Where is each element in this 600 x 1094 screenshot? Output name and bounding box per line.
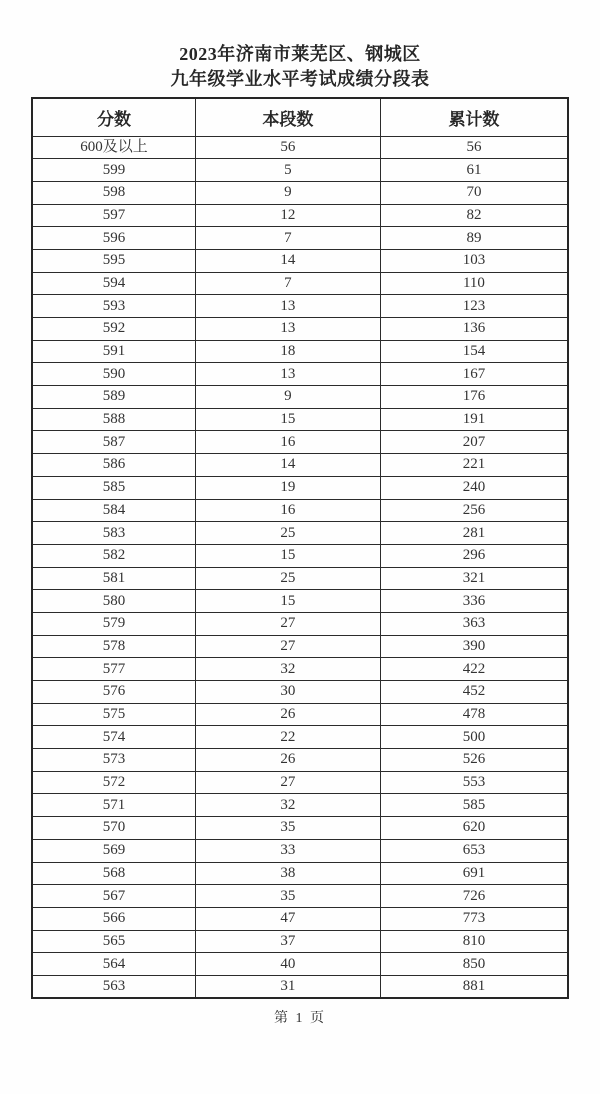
cumulative-count-cell: 123 (380, 295, 568, 318)
score-cell: 597 (32, 204, 195, 227)
header-segment-count: 本段数 (195, 98, 380, 136)
table-row (32, 318, 568, 341)
cumulative-count-cell: 691 (380, 862, 568, 885)
cumulative-count-cell: 452 (380, 681, 568, 704)
score-cell: 567 (32, 885, 195, 908)
cumulative-count-cell: 553 (380, 771, 568, 794)
segment-count-cell: 35 (195, 885, 380, 908)
cumulative-count-cell: 56 (380, 136, 568, 159)
cumulative-count-cell: 585 (380, 794, 568, 817)
cumulative-count-cell: 726 (380, 885, 568, 908)
cumulative-count-cell: 881 (380, 975, 568, 998)
score-cell: 569 (32, 839, 195, 862)
segment-count-cell: 15 (195, 544, 380, 567)
segment-count-cell: 25 (195, 522, 380, 545)
table-row (32, 862, 568, 885)
cumulative-count-cell: 296 (380, 544, 568, 567)
score-cell: 571 (32, 794, 195, 817)
table-row (32, 544, 568, 567)
score-cell: 579 (32, 612, 195, 635)
header-cumulative-count: 累计数 (380, 98, 568, 136)
score-cell: 589 (32, 386, 195, 409)
segment-count-cell: 15 (195, 408, 380, 431)
table-row (32, 839, 568, 862)
segment-count-cell: 40 (195, 953, 380, 976)
cumulative-count-cell: 61 (380, 159, 568, 182)
segment-count-cell: 56 (195, 136, 380, 159)
score-cell: 596 (32, 227, 195, 250)
title-line-1: 2023年济南市莱芜区、钢城区 (179, 44, 421, 64)
table-row (32, 204, 568, 227)
score-cell: 570 (32, 817, 195, 840)
cumulative-count-cell: 240 (380, 476, 568, 499)
score-cell: 576 (32, 681, 195, 704)
score-cell: 591 (32, 340, 195, 363)
table-row (32, 454, 568, 477)
table-row (32, 817, 568, 840)
table-row (32, 703, 568, 726)
table-row (32, 635, 568, 658)
table-row (32, 227, 568, 250)
segment-count-cell: 33 (195, 839, 380, 862)
segment-count-cell: 16 (195, 431, 380, 454)
table-row (32, 272, 568, 295)
page-number: 第 1 页 (274, 1011, 326, 1027)
segment-count-cell: 7 (195, 227, 380, 250)
cumulative-count-cell: 500 (380, 726, 568, 749)
segment-count-cell: 25 (195, 567, 380, 590)
cumulative-count-cell: 526 (380, 749, 568, 772)
segment-count-cell: 14 (195, 454, 380, 477)
table-row (32, 590, 568, 613)
segment-count-cell: 30 (195, 681, 380, 704)
score-cell: 594 (32, 272, 195, 295)
title-line-2: 九年级学业水平考试成绩分段表 (170, 69, 430, 89)
segment-count-cell: 22 (195, 726, 380, 749)
cumulative-count-cell: 478 (380, 703, 568, 726)
score-cell: 583 (32, 522, 195, 545)
cumulative-count-cell: 390 (380, 635, 568, 658)
score-table-body (32, 136, 568, 998)
cumulative-count-cell: 70 (380, 181, 568, 204)
score-cell: 592 (32, 318, 195, 341)
cumulative-count-cell: 89 (380, 227, 568, 250)
cumulative-count-cell: 256 (380, 499, 568, 522)
cumulative-count-cell: 191 (380, 408, 568, 431)
cumulative-count-cell: 176 (380, 386, 568, 409)
score-cell: 573 (32, 749, 195, 772)
table-row (32, 975, 568, 998)
score-cell: 588 (32, 408, 195, 431)
segment-count-cell: 9 (195, 181, 380, 204)
table-row (32, 885, 568, 908)
segment-count-cell: 35 (195, 817, 380, 840)
table-row (32, 681, 568, 704)
segment-count-cell: 16 (195, 499, 380, 522)
segment-count-cell: 13 (195, 363, 380, 386)
segment-count-cell: 14 (195, 249, 380, 272)
table-row (32, 181, 568, 204)
cumulative-count-cell: 136 (380, 318, 568, 341)
cumulative-count-cell: 82 (380, 204, 568, 227)
segment-count-cell: 18 (195, 340, 380, 363)
score-cell: 577 (32, 658, 195, 681)
cumulative-count-cell: 154 (380, 340, 568, 363)
cumulative-count-cell: 321 (380, 567, 568, 590)
score-cell: 572 (32, 771, 195, 794)
segment-count-cell: 9 (195, 386, 380, 409)
segment-count-cell: 37 (195, 930, 380, 953)
score-cell: 578 (32, 635, 195, 658)
cumulative-count-cell: 167 (380, 363, 568, 386)
cumulative-count-cell: 773 (380, 907, 568, 930)
table-row (32, 136, 568, 159)
score-distribution-table (31, 97, 569, 999)
table-row (32, 159, 568, 182)
score-cell: 563 (32, 975, 195, 998)
segment-count-cell: 26 (195, 749, 380, 772)
table-row (32, 749, 568, 772)
score-cell: 584 (32, 499, 195, 522)
header-row (32, 98, 568, 136)
table-row (32, 249, 568, 272)
score-cell: 599 (32, 159, 195, 182)
score-cell: 580 (32, 590, 195, 613)
header-score: 分数 (32, 98, 195, 136)
table-row (32, 295, 568, 318)
cumulative-count-cell: 336 (380, 590, 568, 613)
score-cell: 575 (32, 703, 195, 726)
segment-count-cell: 15 (195, 590, 380, 613)
table-row (32, 930, 568, 953)
score-cell: 600及以上 (32, 136, 195, 159)
cumulative-count-cell: 422 (380, 658, 568, 681)
segment-count-cell: 32 (195, 658, 380, 681)
cumulative-count-cell: 363 (380, 612, 568, 635)
table-row (32, 499, 568, 522)
score-cell: 565 (32, 930, 195, 953)
table-header (32, 98, 568, 136)
segment-count-cell: 47 (195, 907, 380, 930)
cumulative-count-cell: 110 (380, 272, 568, 295)
segment-count-cell: 26 (195, 703, 380, 726)
cumulative-count-cell: 207 (380, 431, 568, 454)
table-row (32, 794, 568, 817)
score-cell: 585 (32, 476, 195, 499)
cumulative-count-cell: 653 (380, 839, 568, 862)
table-row (32, 567, 568, 590)
score-cell: 586 (32, 454, 195, 477)
score-cell: 595 (32, 249, 195, 272)
table-row (32, 431, 568, 454)
table-row (32, 522, 568, 545)
segment-count-cell: 27 (195, 771, 380, 794)
cumulative-count-cell: 103 (380, 249, 568, 272)
segment-count-cell: 5 (195, 159, 380, 182)
segment-count-cell: 27 (195, 612, 380, 635)
score-cell: 568 (32, 862, 195, 885)
score-cell: 574 (32, 726, 195, 749)
table-row (32, 386, 568, 409)
cumulative-count-cell: 221 (380, 454, 568, 477)
score-cell: 582 (32, 544, 195, 567)
table-row (32, 953, 568, 976)
table-row (32, 476, 568, 499)
score-cell: 566 (32, 907, 195, 930)
page-title (0, 0, 600, 92)
table-row (32, 612, 568, 635)
segment-count-cell: 27 (195, 635, 380, 658)
score-cell: 593 (32, 295, 195, 318)
table-row (32, 363, 568, 386)
table-row (32, 726, 568, 749)
segment-count-cell: 13 (195, 295, 380, 318)
score-cell: 564 (32, 953, 195, 976)
segment-count-cell: 32 (195, 794, 380, 817)
table-row (32, 408, 568, 431)
score-cell: 590 (32, 363, 195, 386)
segment-count-cell: 31 (195, 975, 380, 998)
table-row (32, 340, 568, 363)
segment-count-cell: 38 (195, 862, 380, 885)
segment-count-cell: 7 (195, 272, 380, 295)
segment-count-cell: 19 (195, 476, 380, 499)
cumulative-count-cell: 620 (380, 817, 568, 840)
table-row (32, 907, 568, 930)
cumulative-count-cell: 281 (380, 522, 568, 545)
score-cell: 587 (32, 431, 195, 454)
table-row (32, 771, 568, 794)
score-cell: 581 (32, 567, 195, 590)
cumulative-count-cell: 850 (380, 953, 568, 976)
segment-count-cell: 12 (195, 204, 380, 227)
table-row (32, 658, 568, 681)
score-cell: 598 (32, 181, 195, 204)
cumulative-count-cell: 810 (380, 930, 568, 953)
segment-count-cell: 13 (195, 318, 380, 341)
